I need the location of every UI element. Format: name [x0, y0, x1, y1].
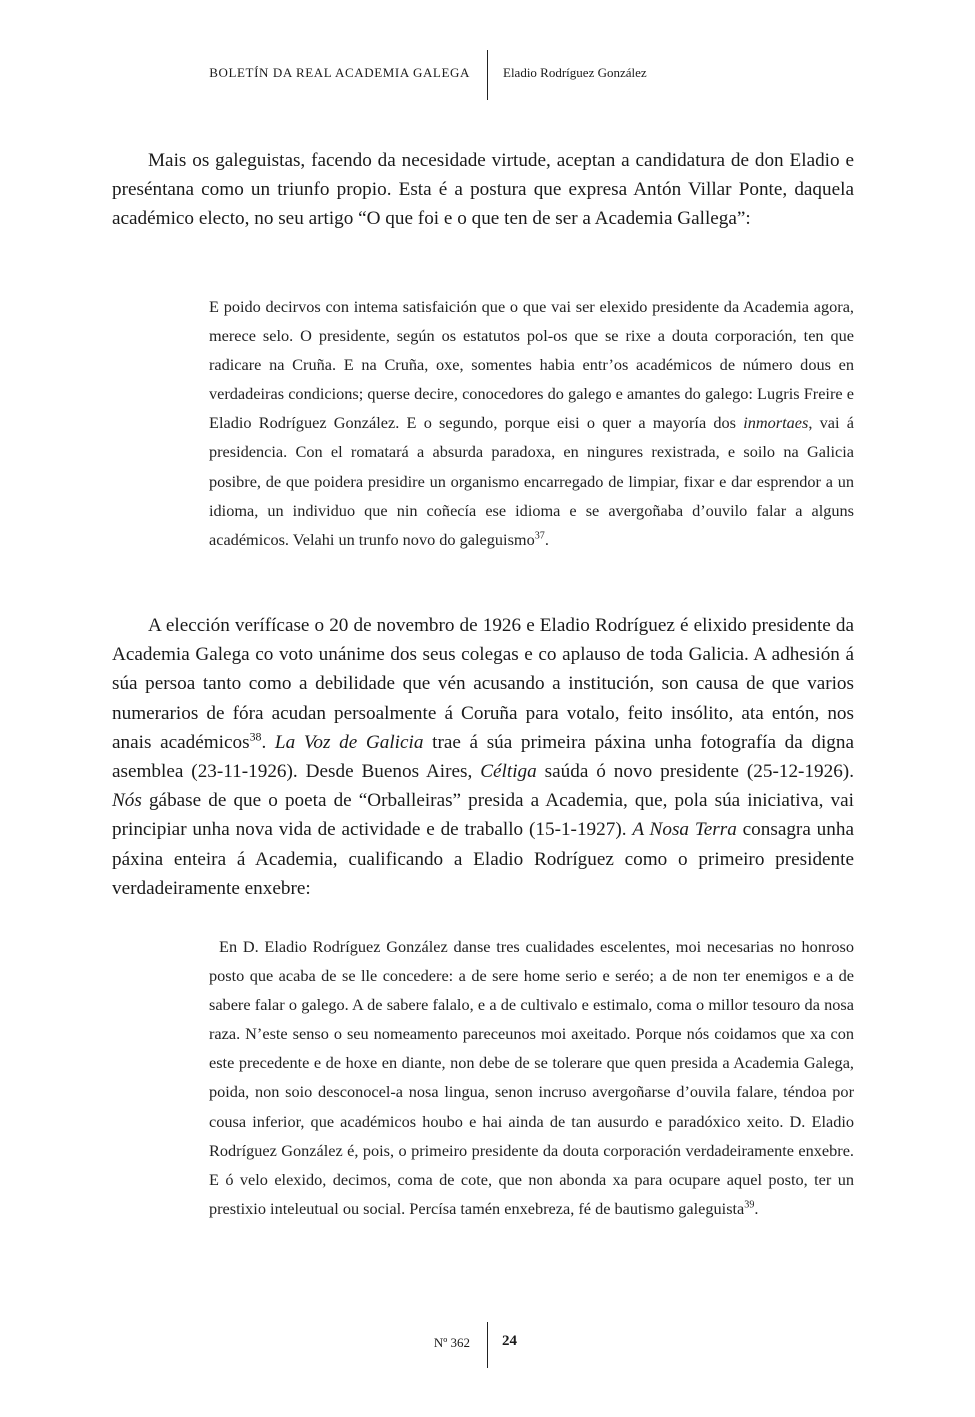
journal-title: BOLETÍN DA REAL ACADEMIA GALEGA [209, 65, 470, 80]
newspaper-title: Céltiga [480, 761, 537, 783]
newspaper-title: La Voz de Galicia [274, 731, 424, 753]
block-quote-2 [209, 932, 854, 1223]
page-number: 24 [502, 1333, 517, 1349]
block-quote-1 [209, 292, 854, 554]
paragraph-text: gábase de que o poeta de “Orballeiras” presida a Academia, que, pola súa iniciativa, vai principiar unha nova vida de actividade e de traballo (15-1-1927). [112, 790, 854, 841]
footnote-marker: 37 [534, 530, 545, 542]
footnote-marker: 39 [744, 1199, 755, 1211]
newspaper-title: A Nosa Terra [632, 819, 737, 841]
header-divider [487, 50, 488, 100]
quote-text: En D. Eladio Rodríguez González danse tres cualidades escelentes, moi necesarias no honroso posto que acaba de se lle concedere: a de sere home serio e seréo; a de non ter enemigos e a de sabere falar o galego. A de sabere falalo, e a de cultivalo e estimalo, coma o millor tesouro da nosa raza. N’este senso o seu nomeamento pareceunos moi axeitado. Porque nós coidamos que xa con este precedente e de hoxe en diante, non debe de se tolerare que quen presida a Academia Galega, poida, non soio desconocel-a nosa lingua, senon incruso avergoñarse d’ouvila falare, téndoa por cousa inferior, que académicos houbo e hai ainda de tan ausurdo e paradóxico xeito. D. Eladio Rodríguez González é, pois, o primeiro presidente da douta corporación verdadeiramente enxebre. E ó velo elexido, decimos, coma de cote, que non abonda xa para ocupare aquel posto, ter un prestixio inteleutual ou social. Percísa tamén enxebreza, fé de bautismo galeguista [209, 937, 854, 1218]
paragraph-text: . [261, 731, 275, 753]
italic-term: inmortaes [743, 413, 809, 433]
footnote-marker: 38 [249, 729, 262, 744]
paragraph-text: consagra unha páxina enteira á Academia, cualificando a Eladio Rodríguez como o primeiro presidente verdadeiramente enxebre: [112, 819, 854, 899]
paragraph-text: Mais os galeguistas, facendo da necesidade virtude, aceptan a candidatura de don Eladio e preséntana como un triunfo propio. Esta é a postura que expresa Antón Villar Ponte, daquela académico electo, no seu artigo “O que foi e o que ten de ser a Academia Gallega”: [112, 150, 854, 230]
quote-text: . [544, 529, 549, 549]
quote-text: E poido decirvos con intema satisfaición que o que vai ser elexido presidente da Academia agora, merece selo. O presidente, según os estatutos pol-os que se rixe a douta corporación, ten que radicare na Cruña. E na Cruña, oxe, somentes habia entr’os académicos de número dous en verdadeiras condicions; querse decire, conocedores do galego e amantes do galego: Lugris Freire e Eladio Rodríguez González. E o segundo, porque eisi o quer a mayoría dos [209, 297, 854, 433]
body-paragraph-1 [112, 146, 854, 234]
paragraph-text: saúda ó novo presidente (25-12-1926). [536, 761, 854, 783]
running-head [0, 50, 975, 100]
article-author: Eladio Rodríguez González [503, 65, 647, 80]
paragraph-text: trae á súa primeira páxina unha fotografía da digna asemblea (23-11-1926). Desde Buenos Aires, [112, 731, 854, 783]
footer-divider [487, 1322, 488, 1368]
quote-text: , vai á presidencia. Con el romatará a absurda paradoxa, en ningures rexistrada, e soilo na Galicia posibre, de que poidera presidire un organismo encarregado de limpiar, fixar e dar esprendor a un idioma, un individuo que nin coñecía ese idioma e se avergoñaba d’ouvilo falar a alguns académicos. Velahi un trunfo novo do galeguismo [209, 413, 854, 549]
page-footer [0, 1322, 975, 1370]
paragraph-text: A elección verífícase o 20 de novembro de 1926 e Eladio Rodríguez é elixido presidente da Academia Galega co voto unánime dos seus colegas e co aplauso de toda Galicia. A adhesión á súa persoa tanto como a debilidade que vén acusando a institución, son causa de que varios numerarios de fóra acudan persoalmente á Coruña para votalo, feito insólito, ata entón, nos anais académicos [112, 615, 854, 753]
body-paragraph-2 [112, 611, 854, 903]
issue-number: Nº 362 [433, 1335, 470, 1350]
quote-text: . [754, 1198, 759, 1218]
newspaper-title: Nós [112, 790, 142, 812]
